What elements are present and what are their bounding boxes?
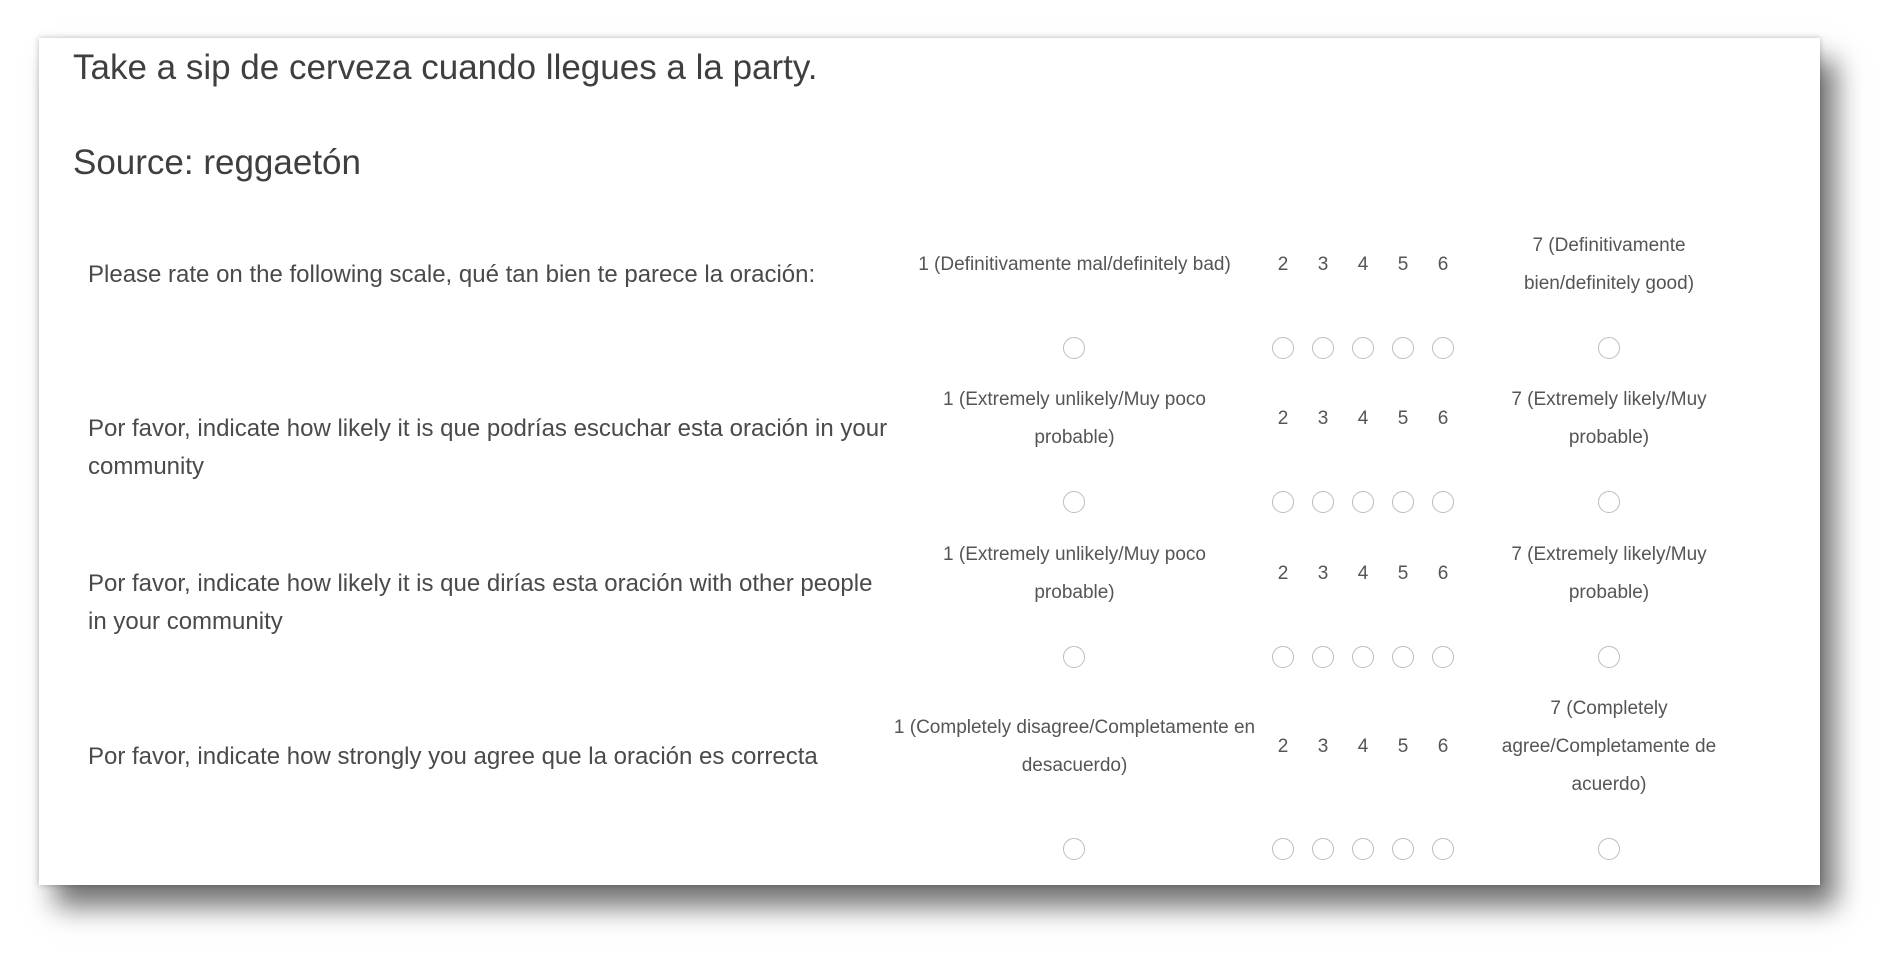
scale-label-1: 1 (Extremely unlikely/Muy poco probable) bbox=[943, 389, 1206, 448]
scale-label-1: 1 (Completely disagree/Completamente en desacuerdo) bbox=[893, 717, 1256, 776]
radio-option-2[interactable] bbox=[1272, 646, 1294, 668]
sentence-prompt: Take a sip de cerveza cuando llegues a la party. bbox=[73, 48, 818, 87]
scale-label-3: 3 bbox=[1317, 563, 1329, 584]
scale-label-6: 6 bbox=[1437, 254, 1449, 275]
radio-option-7[interactable] bbox=[1598, 491, 1620, 513]
scale-label-1: 1 (Extremely unlikely/Muy poco probable) bbox=[943, 544, 1206, 603]
question-text: Please rate on the following scale, qué tan bien te parece la oración: bbox=[88, 261, 816, 288]
scale-label-3: 3 bbox=[1317, 408, 1329, 429]
radio-option-2[interactable] bbox=[1272, 838, 1294, 860]
scale-label-7: 7 (Completely agree/Completamente de acuerdo) bbox=[1501, 698, 1717, 795]
scale-label-4: 4 bbox=[1357, 736, 1369, 757]
scale-label-4: 4 bbox=[1357, 408, 1369, 429]
scale-label-2: 2 bbox=[1277, 563, 1289, 584]
survey-card bbox=[39, 38, 1820, 885]
scale-label-1: 1 (Definitivamente mal/definitely bad) bbox=[918, 254, 1231, 275]
radio-option-5[interactable] bbox=[1392, 337, 1414, 359]
radio-option-5[interactable] bbox=[1392, 838, 1414, 860]
scale-label-6: 6 bbox=[1437, 408, 1449, 429]
question-text: Por favor, indicate how likely it is que dirías esta oración with other people in your community bbox=[88, 570, 873, 635]
scale-label-5: 5 bbox=[1397, 254, 1409, 275]
scale-label-3: 3 bbox=[1317, 736, 1329, 757]
radio-option-4[interactable] bbox=[1352, 838, 1374, 860]
radio-option-6[interactable] bbox=[1432, 646, 1454, 668]
radio-option-7[interactable] bbox=[1598, 838, 1620, 860]
radio-option-3[interactable] bbox=[1312, 491, 1334, 513]
radio-option-4[interactable] bbox=[1352, 491, 1374, 513]
scale-label-5: 5 bbox=[1397, 563, 1409, 584]
question-text: Por favor, indicate how strongly you agree que la oración es correcta bbox=[88, 743, 818, 770]
radio-option-2[interactable] bbox=[1272, 491, 1294, 513]
radio-option-1[interactable] bbox=[1063, 838, 1085, 860]
scale-label-7: 7 (Definitivamente bien/definitely good) bbox=[1523, 235, 1695, 294]
radio-option-3[interactable] bbox=[1312, 337, 1334, 359]
scale-label-7: 7 (Extremely likely/Muy probable) bbox=[1511, 389, 1707, 448]
radio-option-5[interactable] bbox=[1392, 491, 1414, 513]
sentence-source: Source: reggaetón bbox=[73, 143, 361, 182]
scale-label-2: 2 bbox=[1277, 736, 1289, 757]
radio-option-1[interactable] bbox=[1063, 491, 1085, 513]
scale-label-5: 5 bbox=[1397, 408, 1409, 429]
scale-label-5: 5 bbox=[1397, 736, 1409, 757]
scale-label-7: 7 (Extremely likely/Muy probable) bbox=[1511, 544, 1707, 603]
radio-option-3[interactable] bbox=[1312, 646, 1334, 668]
radio-option-4[interactable] bbox=[1352, 646, 1374, 668]
scale-label-4: 4 bbox=[1357, 563, 1369, 584]
radio-option-7[interactable] bbox=[1598, 646, 1620, 668]
radio-option-1[interactable] bbox=[1063, 646, 1085, 668]
radio-option-6[interactable] bbox=[1432, 337, 1454, 359]
scale-label-4: 4 bbox=[1357, 254, 1369, 275]
radio-option-1[interactable] bbox=[1063, 337, 1085, 359]
scale-label-2: 2 bbox=[1277, 254, 1289, 275]
radio-option-2[interactable] bbox=[1272, 337, 1294, 359]
scale-label-2: 2 bbox=[1277, 408, 1289, 429]
radio-option-7[interactable] bbox=[1598, 337, 1620, 359]
scale-label-6: 6 bbox=[1437, 736, 1449, 757]
radio-option-4[interactable] bbox=[1352, 337, 1374, 359]
radio-option-5[interactable] bbox=[1392, 646, 1414, 668]
scale-label-3: 3 bbox=[1317, 254, 1329, 275]
radio-option-6[interactable] bbox=[1432, 491, 1454, 513]
scale-label-6: 6 bbox=[1437, 563, 1449, 584]
radio-option-3[interactable] bbox=[1312, 838, 1334, 860]
question-text: Por favor, indicate how likely it is que podrías escuchar esta oración in your community bbox=[88, 415, 888, 480]
radio-option-6[interactable] bbox=[1432, 838, 1454, 860]
